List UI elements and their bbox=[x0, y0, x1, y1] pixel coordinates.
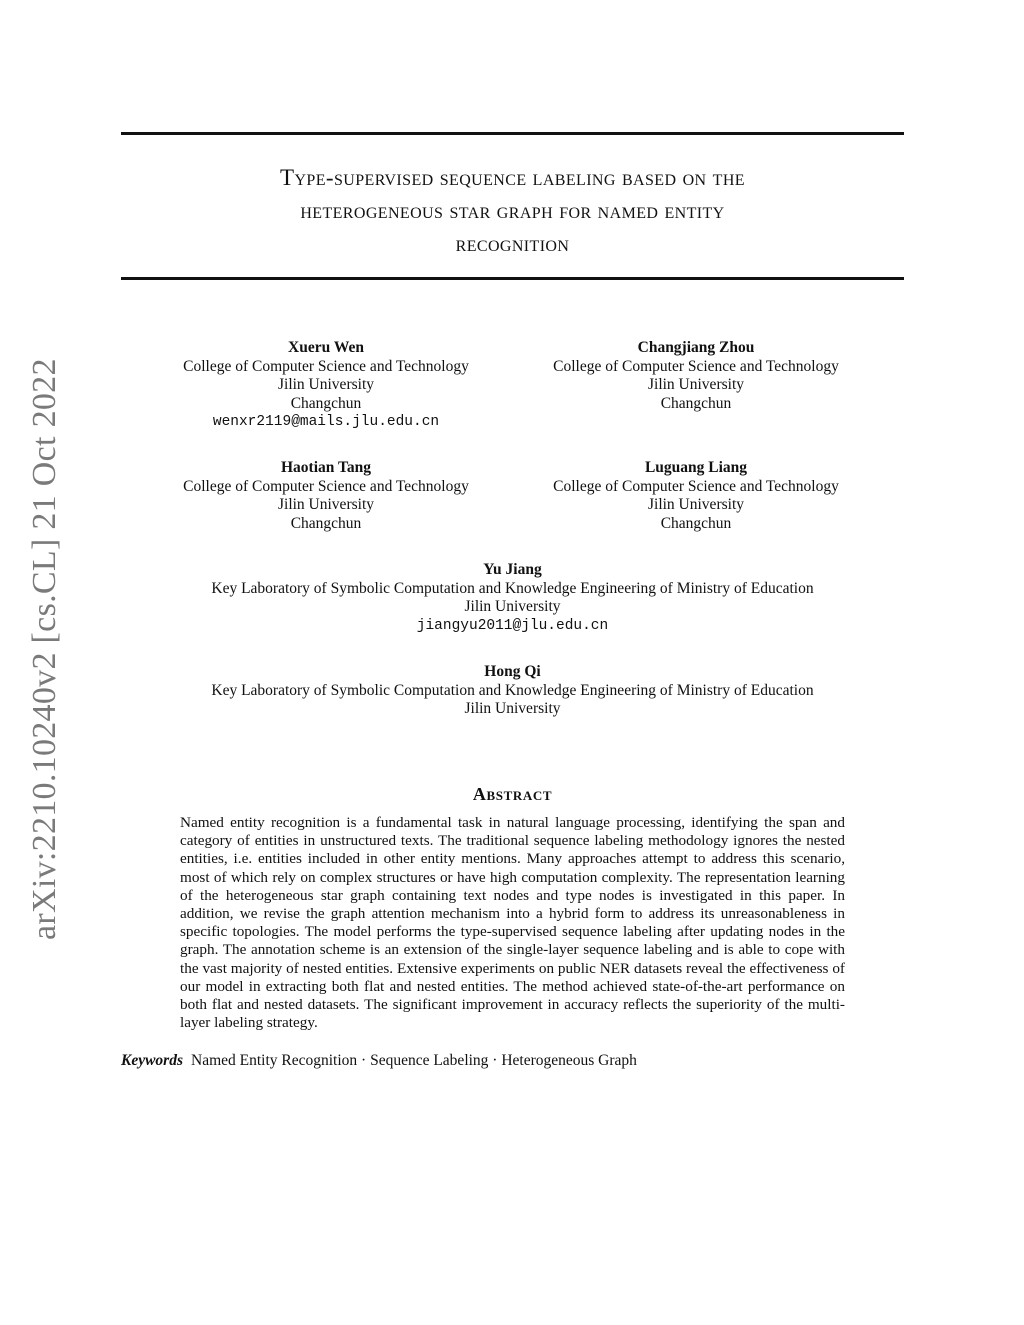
author-email: jiangyu2011@jlu.edu.cn bbox=[416, 617, 609, 634]
arxiv-identifier: arXiv:2210.10240v2 [cs.CL] 21 Oct 2022 bbox=[26, 358, 63, 940]
author-block bbox=[156, 459, 496, 533]
author-city: Changchun bbox=[290, 514, 362, 532]
author-name: Yu Jiang bbox=[483, 561, 542, 578]
paper-title bbox=[121, 161, 904, 260]
author-block bbox=[121, 663, 904, 719]
author-city: Changchun bbox=[660, 394, 732, 412]
author-university: Jilin University bbox=[277, 376, 374, 393]
abstract-heading: Abstract bbox=[472, 784, 553, 804]
author-email: wenxr2119@mails.jlu.edu.cn bbox=[212, 414, 440, 430]
keywords-line bbox=[121, 1052, 637, 1070]
author-affiliation: College of Computer Science and Technology bbox=[553, 477, 839, 495]
author-university: Jilin University bbox=[464, 700, 561, 717]
author-name: Xueru Wen bbox=[288, 339, 364, 356]
author-affiliation: Key Laboratory of Symbolic Computation and Knowledge Engineering of Ministry of Education bbox=[211, 681, 814, 699]
author-block bbox=[156, 339, 496, 432]
keywords-text: Named Entity Recognition · Sequence Labeling · Heterogeneous Graph bbox=[191, 1052, 637, 1069]
author-name: Hong Qi bbox=[484, 663, 541, 680]
title-line: Type-supervised sequence labeling based on the bbox=[280, 165, 745, 190]
author-city: Changchun bbox=[660, 514, 732, 532]
author-block bbox=[121, 561, 904, 635]
author-block bbox=[526, 339, 866, 413]
author-affiliation: Key Laboratory of Symbolic Computation and Knowledge Engineering of Ministry of Education bbox=[211, 579, 814, 597]
author-university: Jilin University bbox=[277, 496, 374, 513]
author-affiliation: College of Computer Science and Technology bbox=[183, 357, 469, 375]
author-university: Jilin University bbox=[647, 496, 744, 513]
title-rule-bottom bbox=[121, 277, 904, 280]
author-name: Luguang Liang bbox=[644, 459, 748, 476]
keywords-label: Keywords bbox=[121, 1052, 183, 1069]
title-rule-top bbox=[121, 132, 904, 135]
author-name: Changjiang Zhou bbox=[637, 339, 755, 356]
author-affiliation: College of Computer Science and Technology bbox=[553, 357, 839, 375]
author-block bbox=[526, 459, 866, 533]
author-university: Jilin University bbox=[647, 376, 744, 393]
author-name: Haotian Tang bbox=[280, 459, 372, 476]
author-city: Changchun bbox=[290, 394, 362, 412]
title-line: recognition bbox=[455, 231, 570, 256]
author-affiliation: College of Computer Science and Technology bbox=[183, 477, 469, 495]
title-line: heterogeneous star graph for named entity bbox=[300, 198, 725, 223]
author-university: Jilin University bbox=[464, 598, 561, 615]
abstract-text: Named entity recognition is a fundamental task in natural language processing, identifying the span and category of entities in unstructured texts. The traditional sequence labeling methodology ignores the nested entities, i.e. entities included in other entity mentions. Many approaches attempt to address this scenario, most of which rely on complex structures or have high computation complexity. The representation learning of the heterogeneous star graph containing text nodes and type nodes is investigated in this paper. In addition, we revise the graph attention mechanism into a hybrid form to address its unreasonableness in specific topologies. The model performs the type-supervised sequence labeling after updating nodes in the graph. The annotation scheme is an extension of the single-layer sequence labeling and is able to cope with the vast majority of nested entities. Extensive experiments on public NER datasets reveal the effectiveness of our model in extracting both flat and nested entities. The method achieved state-of-the-art performance on both flat and nested datasets. The significant improvement in accuracy reflects the superiority of the multi-layer labeling strategy. bbox=[180, 814, 845, 1032]
